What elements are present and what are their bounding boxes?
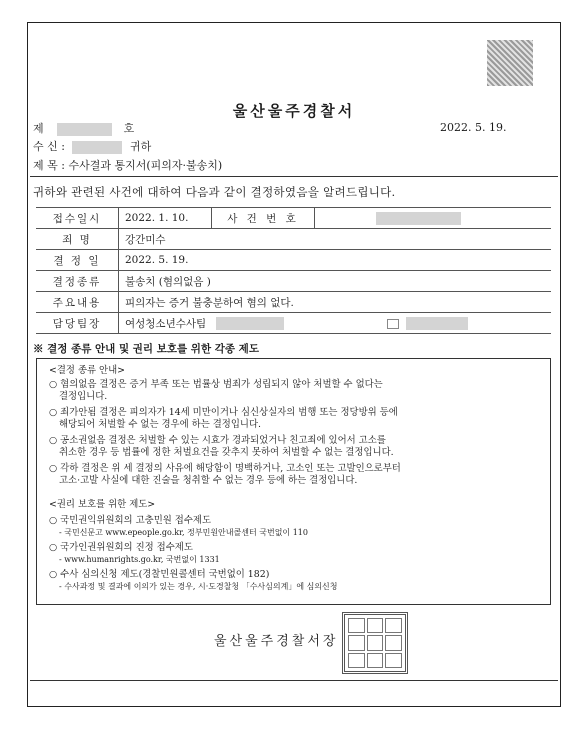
recipient-row bbox=[33, 138, 151, 154]
document-date: 2022. 5. 19. bbox=[440, 121, 507, 134]
redacted-recipient bbox=[72, 141, 122, 154]
received-value: 2022. 1. 10. bbox=[119, 208, 212, 229]
guide-line: 해당되어 처벌할 수 없는 경우에 하는 결정입니다. bbox=[59, 419, 261, 430]
intro-text: 귀하와 관련된 사건에 대하여 다음과 같이 결정하였음을 알려드립니다. bbox=[33, 185, 396, 199]
rights-item-detail: - www.humanrights.go.kr, 국번없이 1331 bbox=[59, 555, 220, 564]
received-label: 접수일시 bbox=[36, 208, 119, 229]
team-label: 담당팀장 bbox=[36, 313, 119, 334]
case-number-label: 사 건 번 호 bbox=[212, 208, 315, 229]
guide-line: 취소한 경우 등 법률에 정한 처벌요건을 갖추지 못하여 처벌할 수 없는 결정입니다. bbox=[59, 447, 394, 458]
table-row bbox=[36, 271, 551, 292]
official-seal-icon bbox=[342, 612, 408, 674]
document-title: 울산울주경찰서 bbox=[232, 102, 356, 120]
guide-line: ○ 공소권없음 결정은 처벌할 수 있는 시효가 경과되었거나 친고죄에 있어서 고소를 bbox=[49, 435, 386, 446]
subject-line: 제 목 : 수사결과 통지서(피의자·불송치) bbox=[33, 159, 223, 172]
team-value: 여성청소년수사팀 bbox=[125, 317, 207, 330]
crime-label: 죄 명 bbox=[36, 229, 119, 250]
guide-line: ○ 혐의없음 결정은 증거 부족 또는 법률상 범죄가 성립되지 않아 처벌할 수 없다는 bbox=[49, 379, 383, 390]
number-prefix: 제 bbox=[33, 122, 44, 135]
redacted-officer-name bbox=[216, 317, 284, 330]
footer-divider bbox=[30, 680, 558, 681]
decision-date-value: 2022. 5. 19. bbox=[119, 250, 552, 271]
crime-value: 강간미수 bbox=[119, 229, 552, 250]
table-row bbox=[36, 250, 551, 271]
case-info-table bbox=[36, 207, 551, 334]
rights-heading: <권리 보호를 위한 제도> bbox=[49, 499, 156, 510]
recipient-suffix: 귀하 bbox=[129, 140, 152, 153]
decision-type-value: 불송치 (혐의없음 ) bbox=[119, 271, 552, 292]
table-row bbox=[36, 229, 551, 250]
redacted-case-number bbox=[376, 212, 461, 225]
header-divider bbox=[30, 176, 558, 177]
guide-line: 결정입니다. bbox=[59, 391, 108, 402]
decision-type-label: 결정종류 bbox=[36, 271, 119, 292]
number-suffix: 호 bbox=[123, 122, 135, 135]
guide-heading: <결정 종류 안내> bbox=[49, 365, 126, 376]
document-number-row bbox=[33, 120, 134, 136]
qr-code-image bbox=[487, 40, 533, 86]
decision-date-label: 결 정 일 bbox=[36, 250, 119, 271]
table-row bbox=[36, 208, 551, 229]
rights-item-title: ○ 국민권익위원회의 고충민원 접수제도 bbox=[49, 515, 212, 526]
rights-item-title: ○ 수사 심의신청 제도(경찰민원콜센터 국번없이 182) bbox=[49, 569, 270, 580]
content-label: 주요내용 bbox=[36, 292, 119, 313]
guide-box bbox=[36, 358, 551, 605]
guide-line: ○ 각하 결정은 위 세 결정의 사유에 해당함이 명백하거나, 고소인 또는 고발인으로부터 bbox=[49, 463, 401, 474]
officer-stamp-icon bbox=[387, 318, 403, 330]
table-row bbox=[36, 292, 551, 313]
recipient-label: 수 신 : bbox=[33, 140, 65, 153]
team-value-cell bbox=[119, 313, 552, 334]
guide-line: ○ 죄가안됨 결정은 피의자가 14세 미만이거나 심신상실자의 범행 또는 정당방위 등에 bbox=[49, 407, 398, 418]
rights-item-detail: - 국민신문고 www.epeople.go.kr, 정부민원안내콜센터 국번없이 110 bbox=[59, 528, 308, 537]
notice-title: ※ 결정 종류 안내 및 권리 보호를 위한 각종 제도 bbox=[33, 343, 259, 355]
rights-item-title: ○ 국가인권위원회의 진정 접수제도 bbox=[49, 542, 193, 553]
case-number-value bbox=[315, 208, 552, 229]
issuer-name: 울산울주경찰서장 bbox=[214, 634, 339, 649]
content-value: 피의자는 증거 불충분하여 혐의 없다. bbox=[119, 292, 552, 313]
redacted-number bbox=[57, 123, 112, 136]
guide-line: 고소·고발 사실에 대한 진술을 청취할 수 없는 경우 등에 하는 결정입니다. bbox=[59, 475, 358, 486]
table-row bbox=[36, 313, 551, 334]
rights-item-detail: - 수사과정 및 결과에 이의가 있는 경우, 시·도경찰청 「수사심의계」에 심의신청 bbox=[59, 582, 338, 591]
redacted-contact bbox=[406, 317, 468, 330]
